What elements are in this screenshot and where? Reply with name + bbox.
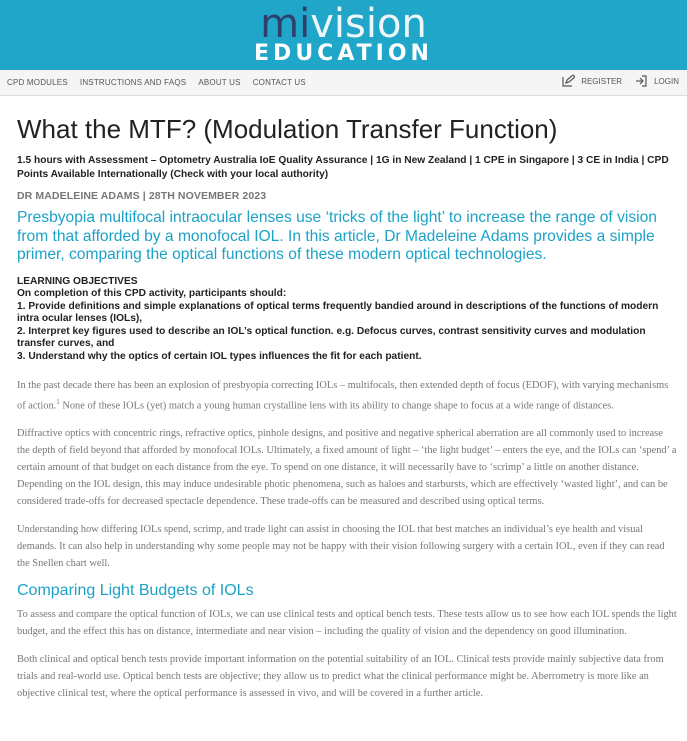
nav-about-us[interactable]: ABOUT US xyxy=(198,78,241,87)
paragraph-2: Diffractive optics with concentric rings, refractive optics, pinhole designs, and positive and negative spherical aberration are all commonly used to increase the depth of field beyond that afforded by monofocal IOLs. Ultimately, a fixed amount of light – ‘the light budget’ – enters the eye, and the IOLs can ‘spend’ a certain amount of that budget on each distance from the eye. To spend on one distance, it will necessarily have to ‘scrimp’ a little on another distance. Depending on the IOL design, this may induce undesirable photic phenomena, such as haloes and starbursts, which are effectively ‘wasted light’, and can be considered trade-offs for decreased spectacle dependence. These trade-offs can be measured and described using optical terms. xyxy=(17,428,677,508)
article xyxy=(17,96,677,702)
paragraph-5: Both clinical and optical bench tests provide important information on the potential suitability of an IOL. Clinical tests provide mainly subjective data from trials and real-world use. Optical bench tests are objective; they allow us to predict what the clinical performance might be. Aberrometry is more like an objective clinical test, where the optical performance is assessed in vivo, and will be covered in a further article. xyxy=(17,654,664,700)
learning-objectives xyxy=(17,276,677,364)
objectives-heading: LEARNING OBJECTIVES xyxy=(17,275,138,287)
paragraph-1 xyxy=(17,377,677,414)
nav-contact-us[interactable]: CONTACT US xyxy=(252,78,306,87)
reference-1-link[interactable]: 1 xyxy=(56,398,60,406)
objectives-intro: On completion of this CPD activity, participants should: xyxy=(17,288,287,299)
objective-item: 1. Provide definitions and simple explanations of optical terms frequently bandied around in descriptions of the functions of modern intra ocular lenses (IOLs), xyxy=(17,300,659,324)
register-label: REGISTER xyxy=(581,76,623,86)
objective-item: 2. Interpret key figures used to describe an IOL’s optical function. e.g. Defocus curves, contrast sensitivity curves and modulation transfer curves, and xyxy=(17,325,646,349)
logo-vision: vision xyxy=(310,1,427,47)
paragraph-1-text-b: None of these IOLs (yet) match a young human crystalline lens with its ability to change shape to focus at a wide range of distances. xyxy=(59,400,614,412)
login-icon xyxy=(634,74,648,88)
paragraph-1-text-a: In the past decade there has been an explosion of presbyopia correcting IOLs – multifocals, then extended depth of focus (EDOF), with varying mechanisms of action. xyxy=(17,380,669,412)
nav-cpd-modules[interactable]: CPD MODULES xyxy=(7,78,68,87)
logo-mi: mi xyxy=(260,1,311,47)
paragraph-3: Understanding how differing IOLs spend, scrimp, and trade light can assist in choosing the IOL that best matches an individual’s eye health and visual demands. It can also help in understanding why some people may not be happy with their vision following surgery with a certain IOL, even if they can read the Snellen chart well. xyxy=(17,524,665,570)
nav-menu xyxy=(7,78,306,87)
login-link[interactable] xyxy=(634,74,679,88)
article-lede: Presbyopia multifocal intraocular lenses use ‘tricks of the light’ to increase the range of vision from that afforded by a monofocal IOL. In this article, Dr Madeleine Adams provides a simple primer, comparing the optical functions of these modern optical technologies. xyxy=(17,209,657,263)
article-title: What the MTF? (Modulation Transfer Function) xyxy=(17,114,558,144)
site-header xyxy=(0,0,687,70)
paragraph-4: To assess and compare the optical function of IOLs, we can use clinical tests and optical bench tests. These tests allow us to see how each IOL spends the light budget, and the effect this has on distance, intermediate and near vision – including the quality of vision and the dependency on good illumination. xyxy=(17,609,677,638)
cpd-meta: 1.5 hours with Assessment – Optometry Australia IoE Quality Assurance | 1G in New Zealand | 1 CPE in Singapore | 3 CE in India | CPD Points Available Internationally (Check with your local authority) xyxy=(17,155,669,180)
nav-instructions-faqs[interactable]: INSTRUCTIONS AND FAQS xyxy=(79,78,187,87)
register-edit-icon xyxy=(561,74,575,88)
top-nav xyxy=(0,70,687,96)
section-heading-light-budgets: Comparing Light Budgets of IOLs xyxy=(17,582,254,600)
account-links xyxy=(561,74,679,88)
register-link[interactable] xyxy=(561,74,622,88)
objective-item: 3. Understand why the optics of certain IOL types influences the fit for each patient. xyxy=(17,350,422,362)
logo-education: EDUCATION xyxy=(254,41,433,66)
login-label: LOGIN xyxy=(654,76,679,86)
author-date: DR MADELEINE ADAMS | 28TH NOVEMBER 2023 xyxy=(17,190,267,202)
